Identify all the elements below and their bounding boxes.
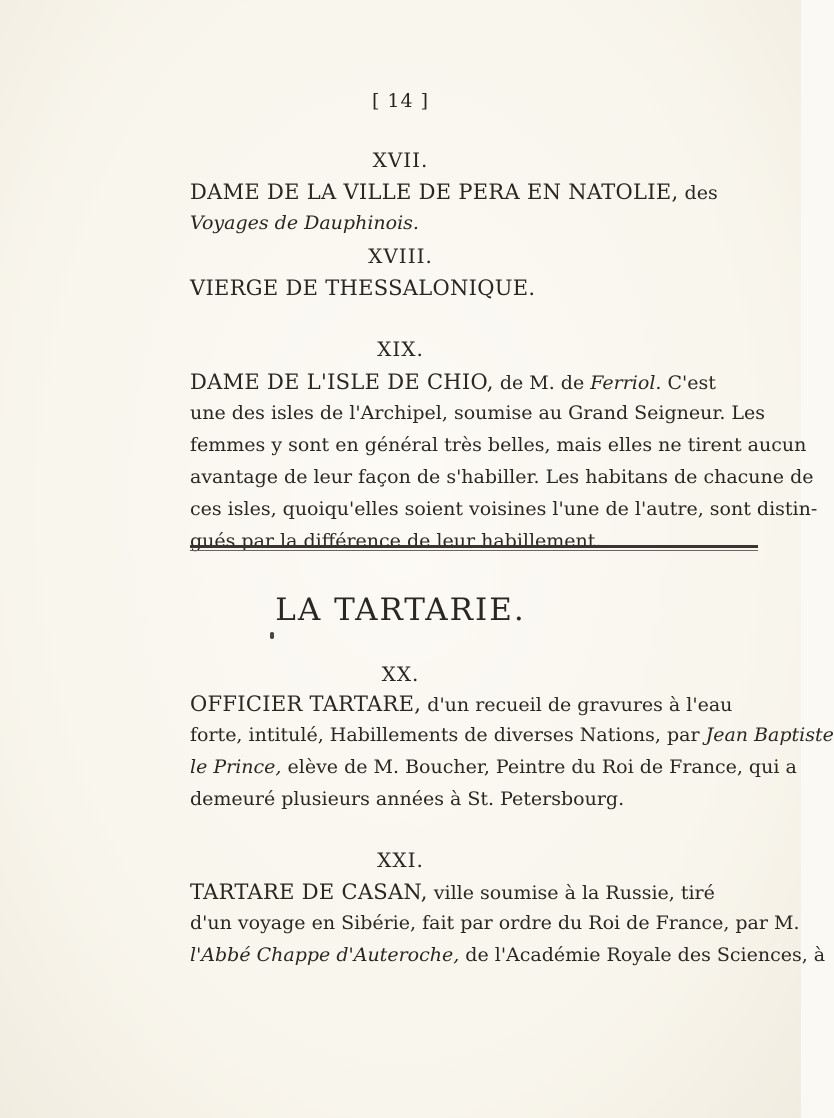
entry-text-line: femmes y sont en général très belles, mais elles ne tirent aucun (190, 434, 807, 456)
entry-text: C'est (661, 372, 716, 394)
entry-text: elève de M. Boucher, Peintre du Roi de France, qui a (281, 756, 797, 778)
entry-text-line (190, 278, 770, 299)
entry-text-line: demeuré plusieurs années à St. Petersbourg. (190, 788, 625, 810)
entry-author: Jean Baptiste (705, 724, 834, 746)
entry-text-line (190, 944, 826, 966)
ink-speck (270, 632, 274, 639)
entry-text-line (190, 882, 770, 903)
entry-text-line: d'un voyage en Sibérie, fait par ordre du Roi de France, par M. (190, 912, 800, 934)
entry-text-line (190, 694, 770, 715)
entry-number: XVIII. (368, 244, 433, 268)
entry-text-line: gués par la différence de leur habillement. (190, 530, 602, 552)
page-number: [ 14 ] (371, 90, 430, 112)
entry-text: ville soumise à la Russie, tiré (427, 882, 715, 904)
entry-text-line (190, 724, 834, 746)
entry-text: d'un recueil de gravures à l'eau (421, 694, 733, 716)
entry-text-line (190, 214, 770, 233)
entry-author: Ferriol. (590, 372, 662, 394)
section-divider-thin (190, 550, 758, 551)
entry-text-line: une des isles de l'Archipel, soumise au Grand Seigneur. Les (190, 402, 766, 424)
entry-text-line (190, 372, 770, 393)
entry-text: de l'Académie Royale des Sciences, à (459, 944, 826, 966)
entry-text: des (678, 182, 718, 204)
entry-number: XXI. (377, 848, 424, 872)
entry-number: XIX. (377, 337, 424, 361)
entry-source: Voyages de Dauphinois. (190, 212, 419, 234)
entry-text: forte, intitulé, Habillements de diverses Nations, par (190, 724, 706, 746)
section-title: LA TARTARIE. (275, 592, 526, 628)
entry-text-line (190, 756, 797, 778)
entry-text: de M. de (493, 372, 591, 394)
section-divider (190, 545, 758, 548)
entry-number: XX. (381, 662, 420, 686)
entry-text-line: ces isles, quoiqu'elles soient voisines l'une de l'autre, sont distin- (190, 498, 818, 520)
entry-text-line: avantage de leur façon de s'habiller. Les habitans de chacune de (190, 466, 814, 488)
entry-caption: TARTARE DE CASAN, (190, 880, 428, 904)
entry-author: l'Abbé Chappe d'Auteroche, (190, 944, 460, 966)
entry-number: XVII. (372, 148, 429, 172)
entry-caption: DAME DE LA VILLE DE PERA EN NATOLIE, (190, 180, 679, 204)
entry-caption: VIERGE DE THESSALONIQUE. (190, 276, 536, 300)
entry-text-line (190, 182, 770, 203)
entry-caption: DAME DE L'ISLE DE CHIO, (190, 370, 494, 394)
entry-author: le Prince, (190, 756, 282, 778)
entry-caption: OFFICIER TARTARE, (190, 692, 422, 716)
